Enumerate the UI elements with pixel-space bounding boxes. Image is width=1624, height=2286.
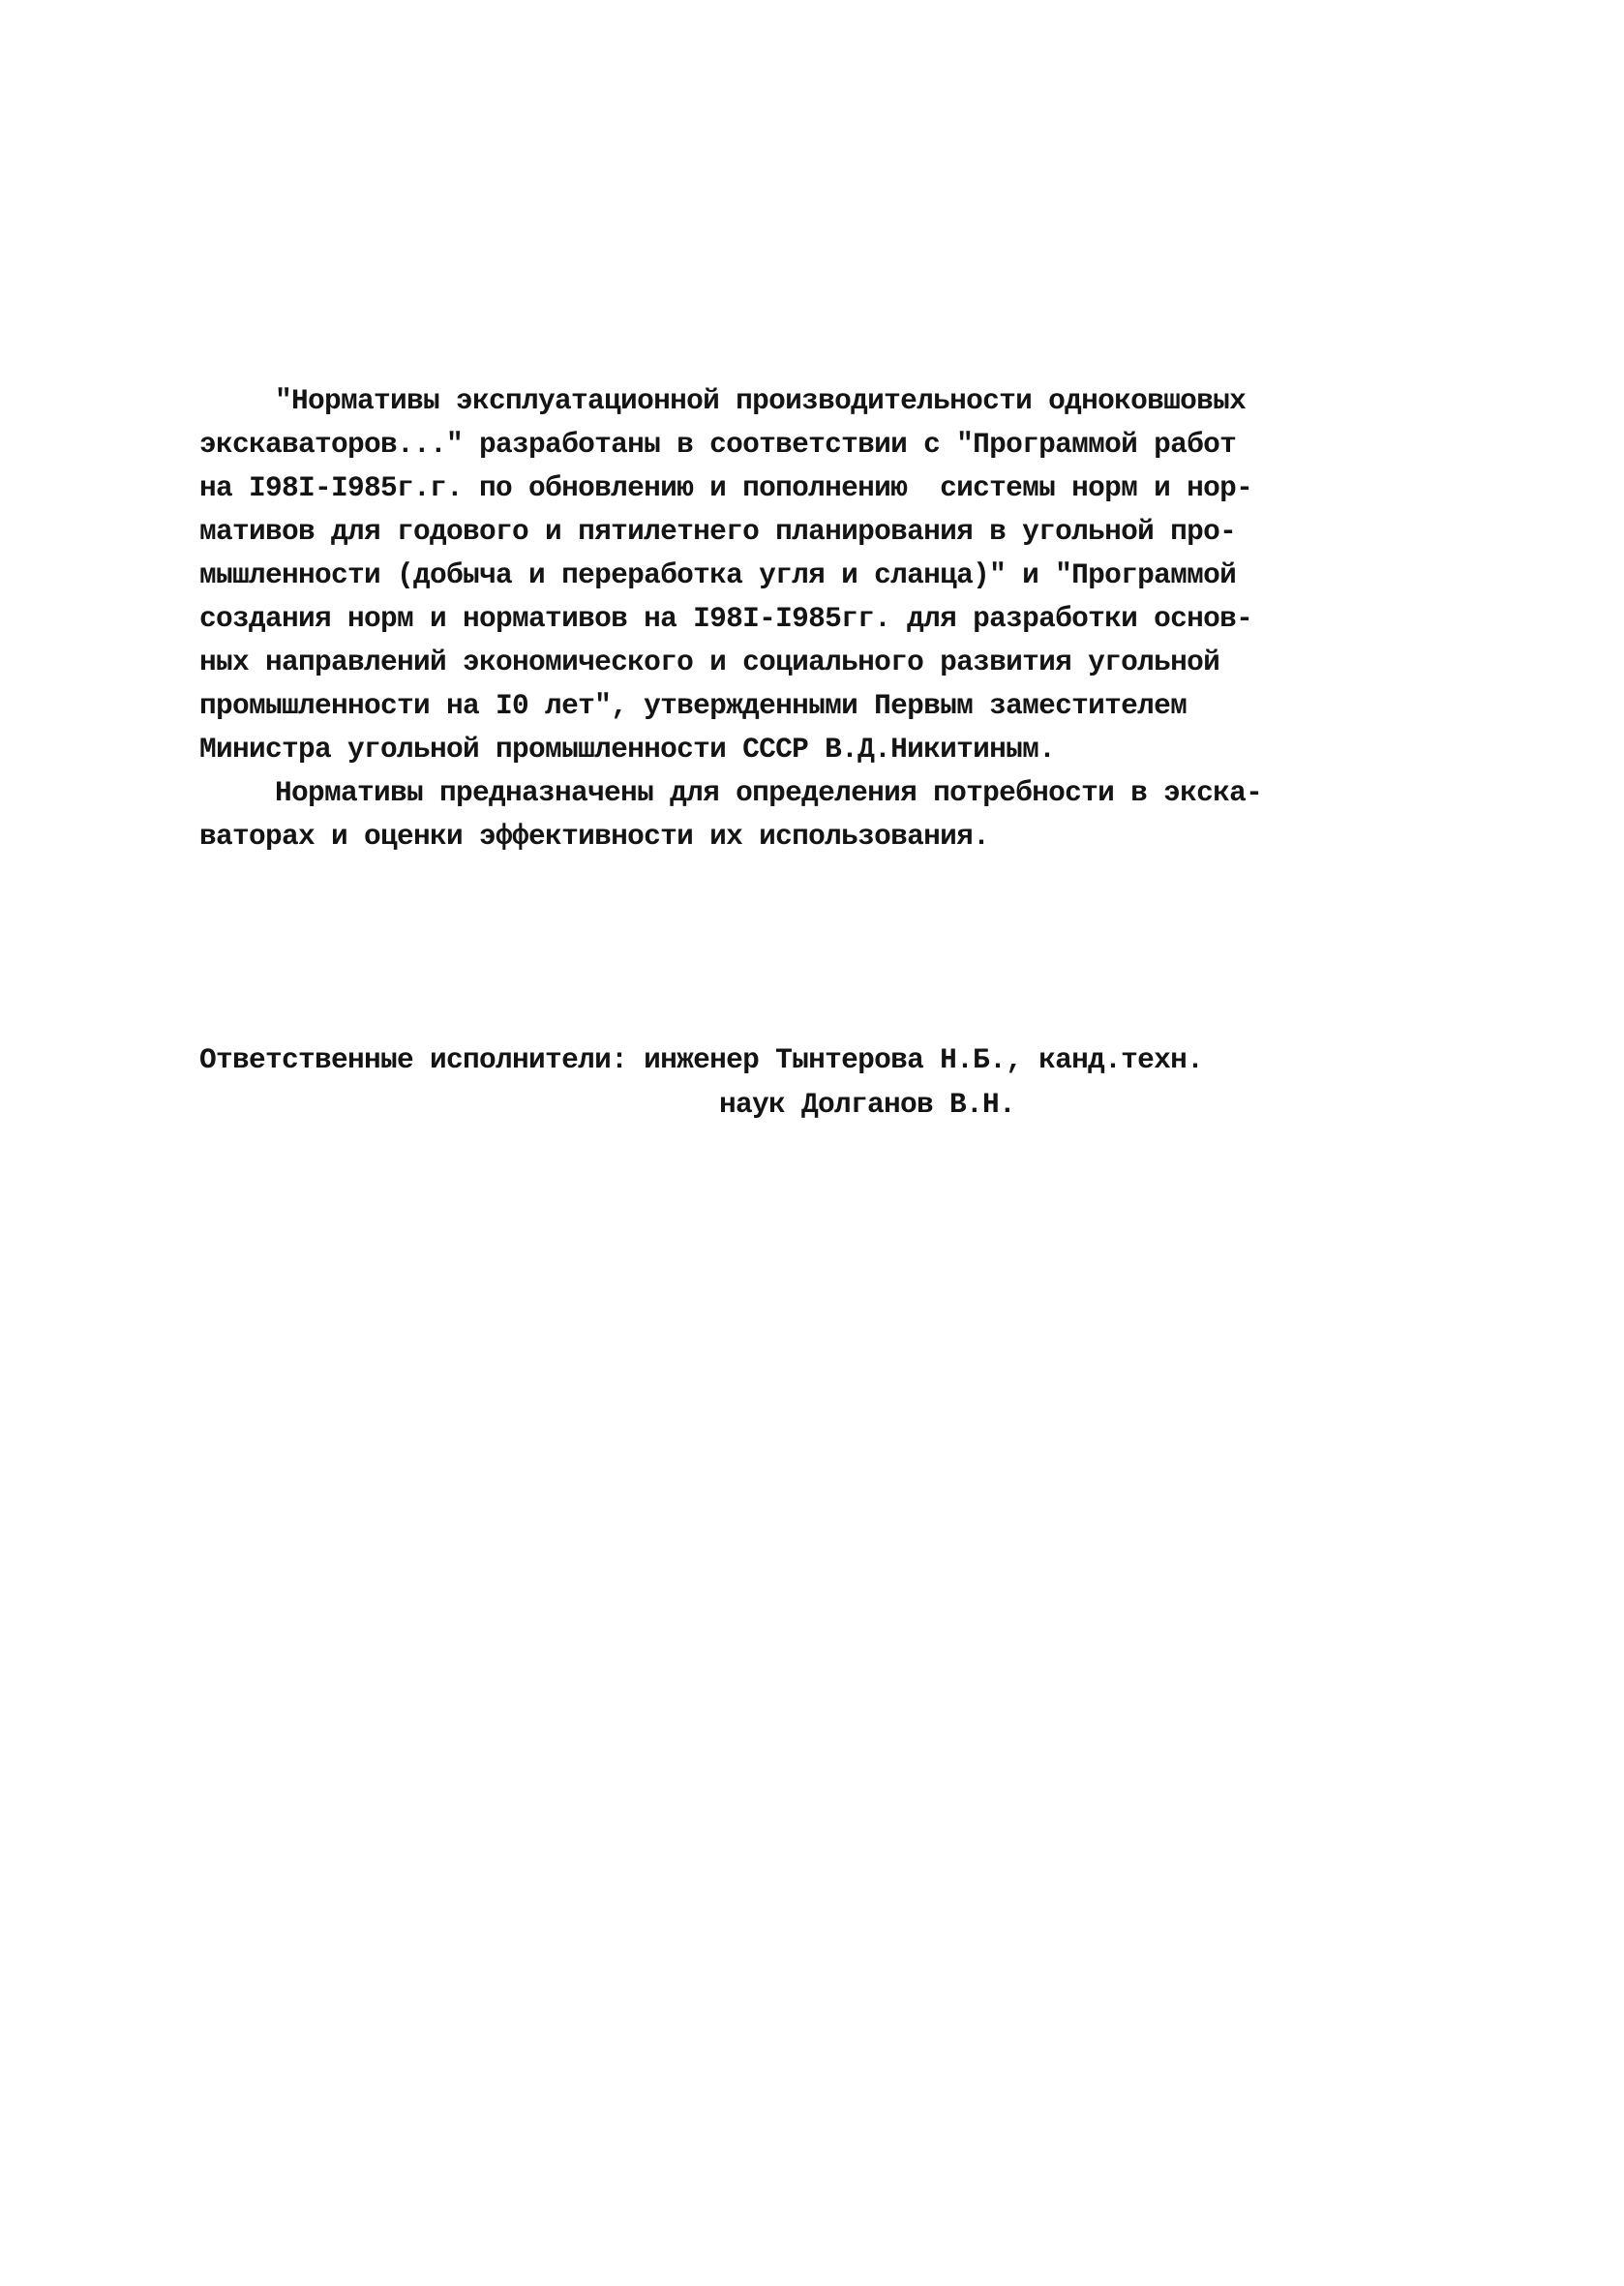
paragraph-1-line: Министра угольной промышленности СССР В.Д.Никитиным.	[199, 733, 1056, 766]
paragraph-2-line: Нормативы предназначены для определения потребности в экска-	[275, 776, 1263, 809]
paragraph-1-line: экскаваторов..." разработаны в соответствии с "Программой работ	[199, 428, 1237, 461]
paragraph-1-line: "Нормативы эксплуатационной производительности одноковшовых	[275, 384, 1247, 417]
paragraph-1-line: ных направлений экономического и социального развития угольной	[199, 646, 1220, 678]
paragraph-1-line: промышленности на I0 лет", утвержденными Первым заместителем	[199, 689, 1188, 722]
responsible-executors-line-2: наук Долганов В.Н.	[719, 1088, 1016, 1121]
paragraph-1-line: создания норм и нормативов на I98I-I985гг. для разработки основ-	[199, 602, 1253, 635]
paragraph-1-line: мышленности (добыча и переработка угля и сланца)" и "Программой	[199, 558, 1237, 591]
responsible-executors-block	[199, 1038, 1458, 1127]
responsible-executors-line-1: Ответственные исполнители: инженер Тынтерова Н.Б., канд.техн.	[199, 1043, 1204, 1076]
paragraph-1-line: мативов для годового и пятилетнего планирования в угольной про-	[199, 515, 1237, 548]
main-text-block	[199, 379, 1458, 858]
paragraph-2-line: ваторах и оценки эффективности их использования.	[199, 820, 990, 853]
paragraph-1-line: на I98I-I985г.г. по обновлению и пополнению системы норм и нор-	[199, 471, 1253, 504]
